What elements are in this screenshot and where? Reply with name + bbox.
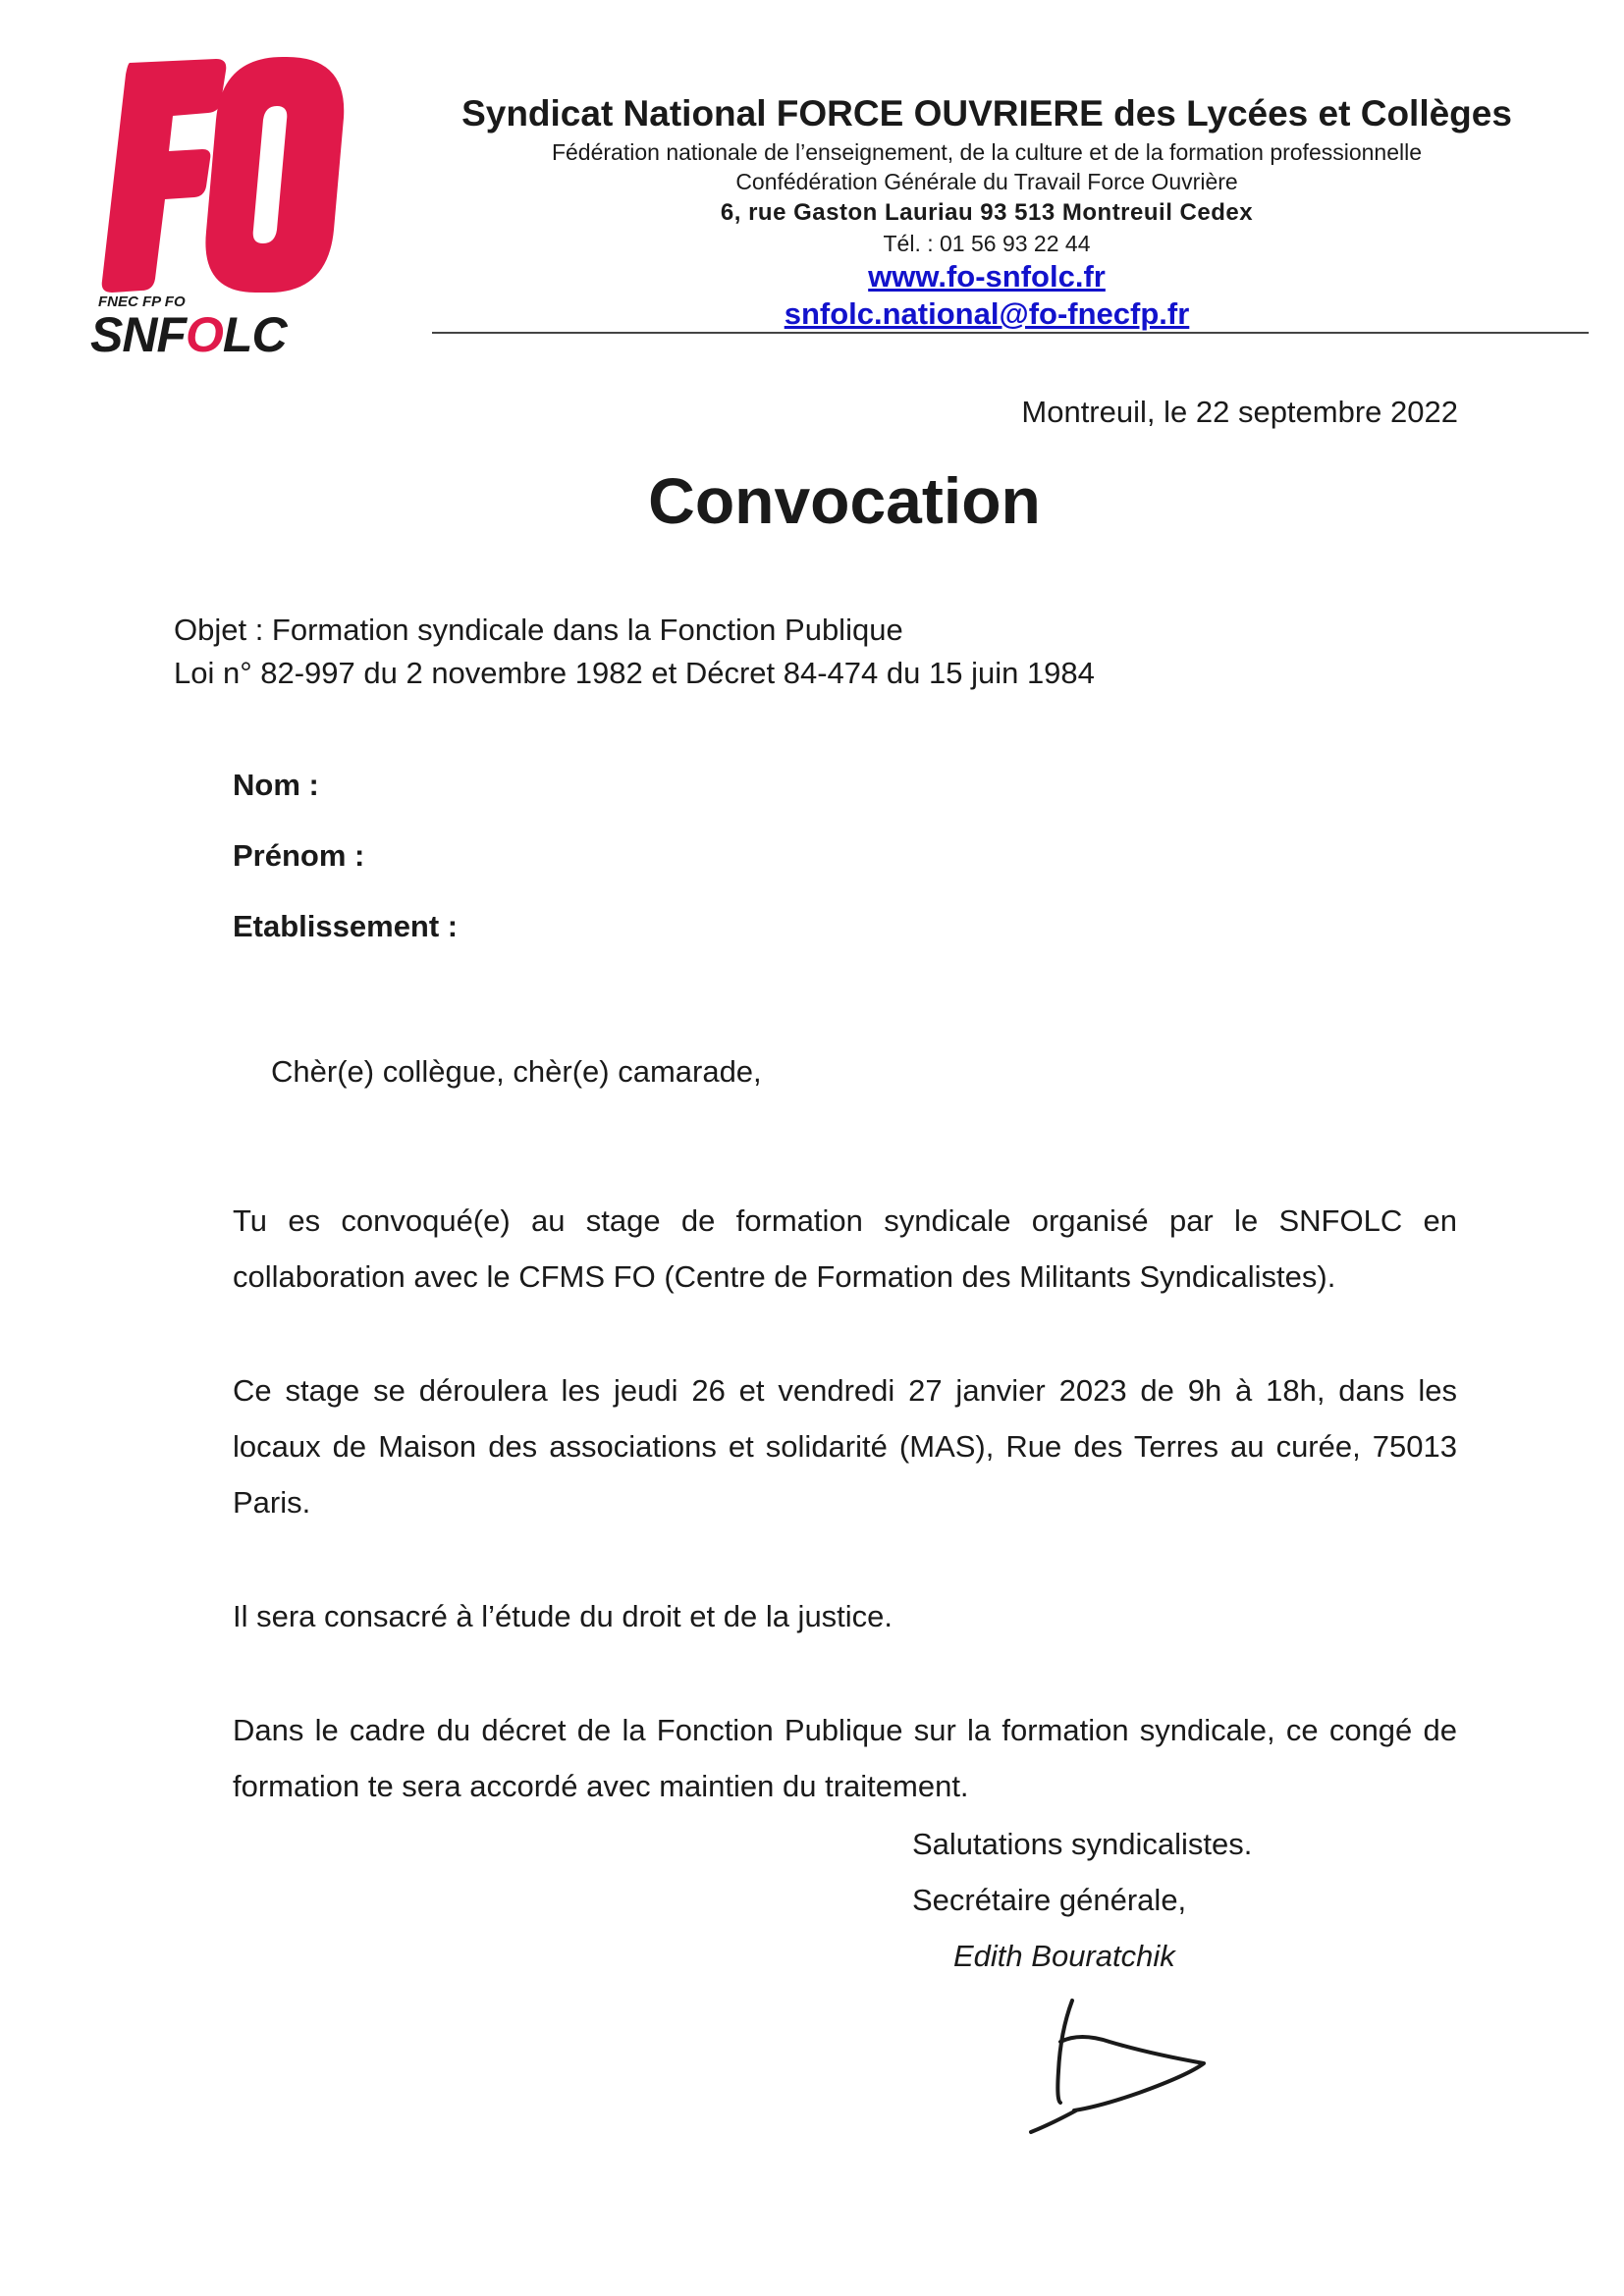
subject-block [174,609,1095,695]
subject-line: Objet : Formation syndicale dans la Fonction Publique [174,613,903,647]
logo-brand-part3: LC [222,307,287,361]
legal-reference-line: Loi n° 82-997 du 2 novembre 1982 et Décret 84-474 du 15 juin 1984 [174,656,1095,690]
address-line: 6, rue Gaston Lauriau 93 513 Montreuil Cedex [720,199,1254,226]
logo-brand-part1: SNF [90,307,186,361]
salutation: Chèr(e) collègue, chèr(e) camarade, [271,1054,762,1089]
phone-line: Tél. : 01 56 93 22 44 [883,231,1091,256]
document-title: Convocation [648,464,1041,537]
body-paragraph: Dans le cadre du décret de la Fonction Publique sur la formation syndicale, ce congé de formation te sera accordé avec maintien du traitement. [233,1713,1457,1803]
fo-snfolc-logo [90,57,355,361]
logo-brand-part2: O [186,307,223,361]
date-line: Montreuil, le 22 septembre 2022 [1021,395,1458,429]
confederation-line: Confédération Générale du Travail Force Ouvrière [735,169,1238,194]
field-prenom-label: Prénom : [233,838,365,873]
body-paragraph: Il sera consacré à l’étude du droit et de la justice. [233,1599,893,1633]
field-nom-label: Nom : [233,768,319,802]
header-divider [432,332,1589,334]
letter-body [233,1193,1457,1814]
logo-letter-o [205,57,344,293]
signer-name: Edith Bouratchik [953,1939,1175,1973]
body-paragraph: Tu es convoqué(e) au stage de formation syndicale organisé par le SNFOLC en collaboration avec le CFMS FO (Centre de Formation des Militants Syndicalistes). [233,1203,1457,1294]
recipient-fields [233,766,458,978]
signature-stroke [1031,2001,1204,2132]
website-link[interactable]: www.fo-snfolc.fr [868,259,1106,294]
closing-greeting: Salutations syndicalistes. [912,1827,1253,1861]
body-paragraph: Ce stage se déroulera les jeudi 26 et vendredi 27 janvier 2023 de 9h à 18h, dans les locaux de Maison des associations et solidarité (MAS), Rue des Terres au curée, 75013 Paris. [233,1373,1457,1520]
field-etablissement-label: Etablissement : [233,909,459,943]
letterhead [432,90,1542,333]
closing-block [912,1816,1252,1984]
handwritten-signature [1021,1993,1237,2150]
logo-brand-text [90,307,288,361]
organization-name: Syndicat National FORCE OUVRIERE des Lycées et Collèges [461,93,1512,133]
logo-graphic [90,57,355,361]
email-link[interactable]: snfolc.national@fo-fnecfp.fr [784,296,1190,331]
logo-sub-text: FNEC FP FO [98,294,186,310]
federation-line: Fédération nationale de l’enseignement, de la culture et de la formation professionnelle [551,139,1423,165]
signer-role: Secrétaire générale, [912,1883,1187,1917]
